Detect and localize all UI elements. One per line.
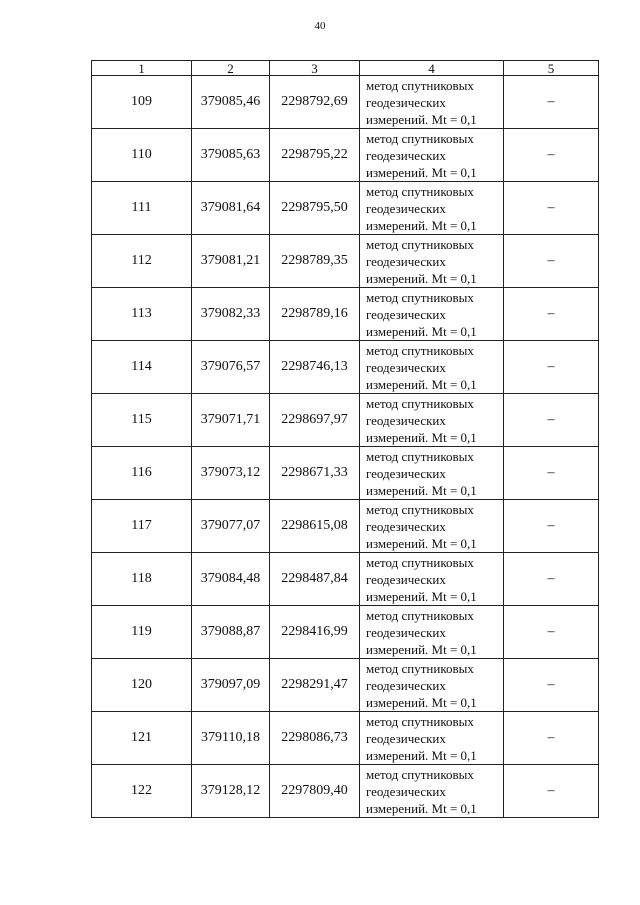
y-coordinate-cell: 2298795,50 xyxy=(270,182,360,235)
method-line: метод спутниковых xyxy=(366,183,474,199)
method-cell xyxy=(360,235,504,288)
method-cell xyxy=(360,341,504,394)
x-coordinate-cell: 379088,87 xyxy=(192,606,270,659)
x-coordinate-cell: 379081,21 xyxy=(192,235,270,288)
note-cell: – xyxy=(504,76,599,129)
method-line: измерений. Mt = 0,1 xyxy=(366,323,477,339)
x-coordinate-cell: 379071,71 xyxy=(192,394,270,447)
x-coordinate-cell: 379082,33 xyxy=(192,288,270,341)
coordinates-table xyxy=(91,60,599,818)
table-header xyxy=(92,61,599,76)
y-coordinate-cell: 2298487,84 xyxy=(270,553,360,606)
method-line: метод спутниковых xyxy=(366,501,474,517)
method-line: геодезических xyxy=(366,571,446,587)
point-number-cell: 112 xyxy=(92,235,192,288)
point-number-cell: 116 xyxy=(92,447,192,500)
note-cell: – xyxy=(504,553,599,606)
point-number-cell: 122 xyxy=(92,765,192,818)
table-row xyxy=(92,553,599,606)
method-line: измерений. Mt = 0,1 xyxy=(366,376,477,392)
method-line: измерений. Mt = 0,1 xyxy=(366,429,477,445)
method-line: геодезических xyxy=(366,783,446,799)
table-row xyxy=(92,288,599,341)
point-number-cell: 121 xyxy=(92,712,192,765)
point-number-cell: 113 xyxy=(92,288,192,341)
x-coordinate-cell: 379073,12 xyxy=(192,447,270,500)
note-cell: – xyxy=(504,500,599,553)
method-line: метод спутниковых xyxy=(366,289,474,305)
x-coordinate-cell: 379076,57 xyxy=(192,341,270,394)
method-line: метод спутниковых xyxy=(366,77,474,93)
table-row xyxy=(92,606,599,659)
point-number-cell: 118 xyxy=(92,553,192,606)
y-coordinate-cell: 2298615,08 xyxy=(270,500,360,553)
method-cell xyxy=(360,129,504,182)
note-cell: – xyxy=(504,341,599,394)
y-coordinate-cell: 2298086,73 xyxy=(270,712,360,765)
note-cell: – xyxy=(504,765,599,818)
point-number-cell: 111 xyxy=(92,182,192,235)
method-line: метод спутниковых xyxy=(366,660,474,676)
method-line: измерений. Mt = 0,1 xyxy=(366,482,477,498)
y-coordinate-cell: 2298789,35 xyxy=(270,235,360,288)
method-line: измерений. Mt = 0,1 xyxy=(366,747,477,763)
point-number-cell: 109 xyxy=(92,76,192,129)
note-cell: – xyxy=(504,606,599,659)
table-row xyxy=(92,447,599,500)
method-cell xyxy=(360,394,504,447)
method-line: метод спутниковых xyxy=(366,766,474,782)
y-coordinate-cell: 2298671,33 xyxy=(270,447,360,500)
table-row xyxy=(92,341,599,394)
x-coordinate-cell: 379097,09 xyxy=(192,659,270,712)
method-line: измерений. Mt = 0,1 xyxy=(366,694,477,710)
table-row xyxy=(92,235,599,288)
note-cell: – xyxy=(504,659,599,712)
x-coordinate-cell: 379085,63 xyxy=(192,129,270,182)
note-cell: – xyxy=(504,235,599,288)
table-row xyxy=(92,659,599,712)
method-line: измерений. Mt = 0,1 xyxy=(366,217,477,233)
header-col-4: 4 xyxy=(360,61,504,76)
y-coordinate-cell: 2298416,99 xyxy=(270,606,360,659)
point-number-cell: 115 xyxy=(92,394,192,447)
y-coordinate-cell: 2298746,13 xyxy=(270,341,360,394)
method-cell xyxy=(360,553,504,606)
method-line: геодезических xyxy=(366,624,446,640)
method-cell xyxy=(360,500,504,553)
header-col-5: 5 xyxy=(504,61,599,76)
point-number-cell: 110 xyxy=(92,129,192,182)
note-cell: – xyxy=(504,182,599,235)
y-coordinate-cell: 2298291,47 xyxy=(270,659,360,712)
method-cell xyxy=(360,447,504,500)
page-number: 40 xyxy=(314,20,326,32)
note-cell: – xyxy=(504,288,599,341)
x-coordinate-cell: 379077,07 xyxy=(192,500,270,553)
x-coordinate-cell: 379110,18 xyxy=(192,712,270,765)
method-line: измерений. Mt = 0,1 xyxy=(366,800,477,816)
method-line: метод спутниковых xyxy=(366,130,474,146)
method-line: измерений. Mt = 0,1 xyxy=(366,270,477,286)
table-row xyxy=(92,394,599,447)
header-row xyxy=(92,61,599,76)
table-row xyxy=(92,129,599,182)
point-number-cell: 114 xyxy=(92,341,192,394)
method-cell xyxy=(360,712,504,765)
method-line: геодезических xyxy=(366,412,446,428)
note-cell: – xyxy=(504,129,599,182)
note-cell: – xyxy=(504,712,599,765)
method-line: метод спутниковых xyxy=(366,342,474,358)
y-coordinate-cell: 2298792,69 xyxy=(270,76,360,129)
method-line: геодезических xyxy=(366,200,446,216)
y-coordinate-cell: 2298789,16 xyxy=(270,288,360,341)
x-coordinate-cell: 379081,64 xyxy=(192,182,270,235)
header-col-1: 1 xyxy=(92,61,192,76)
method-line: геодезических xyxy=(366,730,446,746)
method-line: метод спутниковых xyxy=(366,236,474,252)
table-row xyxy=(92,76,599,129)
method-line: метод спутниковых xyxy=(366,607,474,623)
method-line: геодезических xyxy=(366,306,446,322)
method-line: измерений. Mt = 0,1 xyxy=(366,111,477,127)
y-coordinate-cell: 2298697,97 xyxy=(270,394,360,447)
method-line: геодезических xyxy=(366,253,446,269)
method-line: геодезических xyxy=(366,147,446,163)
x-coordinate-cell: 379128,12 xyxy=(192,765,270,818)
point-number-cell: 119 xyxy=(92,606,192,659)
method-line: измерений. Mt = 0,1 xyxy=(366,535,477,551)
note-cell: – xyxy=(504,447,599,500)
header-col-2: 2 xyxy=(192,61,270,76)
method-line: геодезических xyxy=(366,518,446,534)
note-cell: – xyxy=(504,394,599,447)
method-line: метод спутниковых xyxy=(366,554,474,570)
table-row xyxy=(92,182,599,235)
table-row xyxy=(92,712,599,765)
y-coordinate-cell: 2298795,22 xyxy=(270,129,360,182)
point-number-cell: 117 xyxy=(92,500,192,553)
method-cell xyxy=(360,288,504,341)
header-col-3: 3 xyxy=(270,61,360,76)
method-line: метод спутниковых xyxy=(366,713,474,729)
method-line: геодезических xyxy=(366,359,446,375)
table-row xyxy=(92,765,599,818)
method-line: геодезических xyxy=(366,94,446,110)
y-coordinate-cell: 2297809,40 xyxy=(270,765,360,818)
method-line: измерений. Mt = 0,1 xyxy=(366,164,477,180)
method-line: геодезических xyxy=(366,465,446,481)
method-cell xyxy=(360,765,504,818)
method-line: метод спутниковых xyxy=(366,448,474,464)
x-coordinate-cell: 379085,46 xyxy=(192,76,270,129)
table-row xyxy=(92,500,599,553)
point-number-cell: 120 xyxy=(92,659,192,712)
method-cell xyxy=(360,182,504,235)
method-line: измерений. Mt = 0,1 xyxy=(366,588,477,604)
table-body xyxy=(92,76,599,818)
method-line: измерений. Mt = 0,1 xyxy=(366,641,477,657)
method-cell xyxy=(360,76,504,129)
x-coordinate-cell: 379084,48 xyxy=(192,553,270,606)
method-cell xyxy=(360,606,504,659)
method-line: метод спутниковых xyxy=(366,395,474,411)
method-line: геодезических xyxy=(366,677,446,693)
method-cell xyxy=(360,659,504,712)
